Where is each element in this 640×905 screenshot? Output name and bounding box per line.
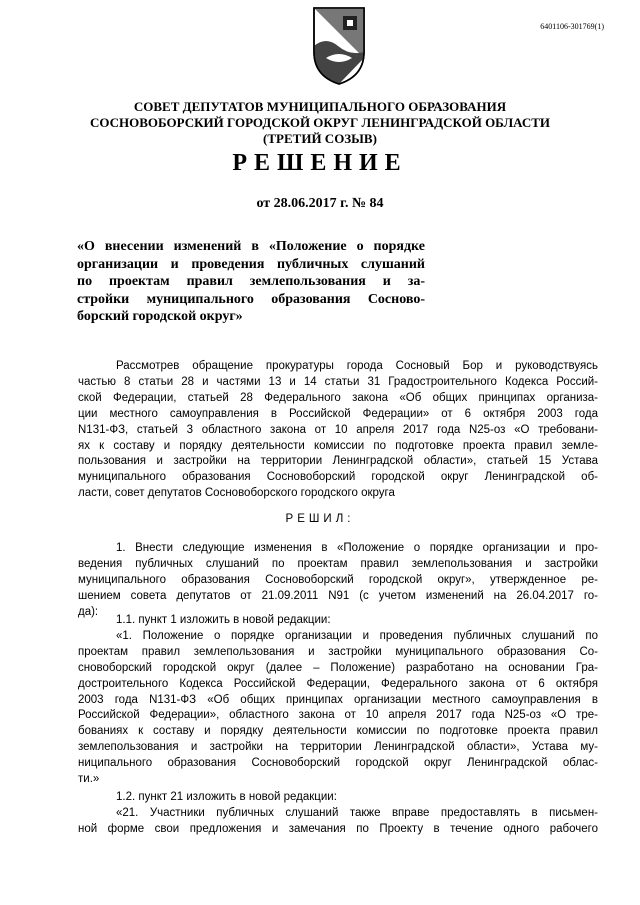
text-line: ведения публичных слушаний по проектам правил землепользования и застройки xyxy=(78,557,598,570)
text-line: 1. Внести следующие изменения в «Положение о порядке организации и про- xyxy=(116,542,598,554)
item-1-2-paragraph xyxy=(78,790,598,838)
text-line: пользования и застройки на территории Ленинградской области», статьей 15 Устава xyxy=(78,455,598,468)
text-line: 2003 года N131-ФЗ «Об общих принципах организации местного самоуправления в xyxy=(78,693,598,706)
text-line: N131-ФЗ, статьей 3 областного закона от 10 апреля 2017 года N25-оз «О требовани- xyxy=(78,423,598,436)
item-1-paragraph xyxy=(78,541,598,621)
text-line: муниципального образования Сосновоборский городской округ Ленинградской об- xyxy=(78,471,598,484)
subject-line: борский городской округ» xyxy=(77,309,243,324)
text-line: бованиях к составу и порядку деятельности комиссии по подготовке проекта правил xyxy=(78,725,598,738)
subject-line: организации и проведения публичных слушаний xyxy=(77,256,425,272)
text-line: «1. Положение о порядке организации и проведения публичных слушаний по xyxy=(116,629,598,642)
subject-line: стройки муниципального образования Сосново- xyxy=(77,291,425,307)
text-line: ласти, совет депутатов Сосновоборского городского округа xyxy=(78,487,395,500)
document-code: 6401106-301769(1) xyxy=(540,22,604,31)
text-line: частью 8 статьи 28 и частями 13 и 14 статьи 31 Градостроительного Кодекса Россий- xyxy=(78,375,598,388)
text-line: 1.2. пункт 21 изложить в новой редакции: xyxy=(116,791,337,803)
text-line: землепользования и застройки на территории Ленинградской области», Устава му- xyxy=(78,741,598,754)
text-line: ниципального образования Сосновоборский городской округ Ленинградской облас- xyxy=(78,757,598,770)
text-line: ской Федерации, статьей 28 Федерального закона «Об общих принципах организа- xyxy=(78,391,598,404)
text-line: ции местного самоуправления в Российской Федерации» от 6 октября 2003 года xyxy=(78,407,598,420)
preamble-paragraph xyxy=(78,359,598,502)
text-line: муниципального образования Сосновоборский городской округ», утвержденное ре- xyxy=(78,573,598,586)
decided-heading: РЕШИЛ: xyxy=(285,513,355,525)
text-line: шением совета депутатов от 21.09.2011 N91 (с учетом изменений на 26.04.2017 го- xyxy=(78,589,598,602)
decision-subject xyxy=(77,238,425,326)
text-line: Рассмотрев обращение прокуратуры города Сосновый Бор и руководствуясь xyxy=(116,360,598,372)
subject-line: по проектам правил землепользования и за- xyxy=(77,274,425,289)
text-line: Российской Федерации», областного закона от 10 апреля 2017 года N25-оз «О тре- xyxy=(78,709,598,722)
date-number: от 28.06.2017 г. № 84 xyxy=(256,196,384,211)
document-title: РЕШЕНИЕ xyxy=(232,150,408,176)
item-1-1-paragraph xyxy=(78,613,598,788)
text-line: 1.1. пункт 1 изложить в новой редакции: xyxy=(116,614,331,626)
text-line: ной форме свои предложения и замечания по Проекту в течение одного рабочего xyxy=(78,822,598,835)
text-line: «21. Участники публичных слушаний также вправе предоставлять в письмен- xyxy=(116,806,598,819)
text-line: ти.» xyxy=(78,773,100,786)
council-header xyxy=(60,99,580,147)
coat-of-arms-icon xyxy=(312,6,366,86)
council-line: СОВЕТ ДЕПУТАТОВ МУНИЦИПАЛЬНОГО ОБРАЗОВАНИЯ xyxy=(133,99,507,114)
text-line: ях к составу и порядку деятельности комиссии по подготовке проекта правил земле- xyxy=(78,439,598,452)
council-line: (ТРЕТИЙ СОЗЫВ) xyxy=(263,131,377,146)
text-line: да): xyxy=(78,605,99,618)
text-line: проектам правил землепользования и застройки муниципального образования Со- xyxy=(78,645,598,658)
text-line: сновоборский городской округ (далее – Положение) разработано на основании Гра- xyxy=(78,661,598,674)
council-line: СОСНОВОБОРСКИЙ ГОРОДСКОЙ ОКРУГ ЛЕНИНГРАДСКОЙ ОБЛАСТИ xyxy=(89,115,551,130)
subject-line: «О внесении изменений в «Положение о порядке xyxy=(77,239,425,254)
text-line: достроительного Кодекса Российской Федерации, Федерального закона от 6 октября xyxy=(78,677,598,690)
